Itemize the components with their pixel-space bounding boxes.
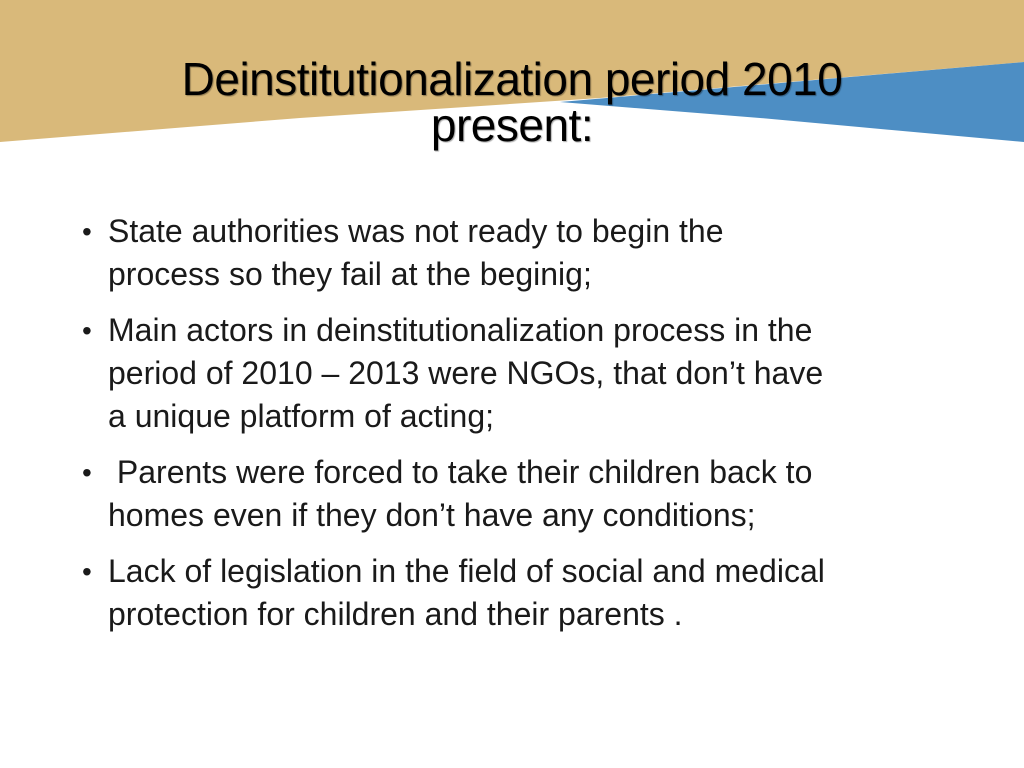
slide-title-line-2: present:: [430, 99, 594, 151]
bullet-dot: •: [82, 216, 92, 247]
bullet-text-line: Lack of legislation in the field of social and medical: [108, 553, 825, 589]
bullet-dot: •: [82, 457, 92, 488]
bullet-list: [78, 210, 958, 649]
bullet-text-line: a unique platform of acting;: [108, 398, 495, 434]
bullet-item: [78, 451, 958, 537]
bullet-item: [78, 550, 958, 636]
bullet-item: [78, 309, 958, 438]
bullet-text-line: Main actors in deinstitutionalization process in the: [108, 312, 813, 348]
bullet-text-line: homes even if they don’t have any conditions;: [108, 497, 756, 533]
bullet-text-line: State authorities was not ready to begin the: [108, 213, 724, 249]
bullet-text-line: period of 2010 – 2013 were NGOs, that don’t have: [108, 355, 824, 391]
bullet-text-line: protection for children and their parents .: [108, 596, 683, 632]
bullet-item: [78, 210, 958, 296]
slide-title-line-1: Deinstitutionalization period 2010: [181, 53, 843, 105]
bullet-dot: •: [82, 556, 92, 587]
bullet-text-line: Parents were forced to take their children back to: [108, 454, 813, 490]
bullet-dot: •: [82, 315, 92, 346]
bullet-text-line: process so they fail at the beginig;: [108, 256, 592, 292]
